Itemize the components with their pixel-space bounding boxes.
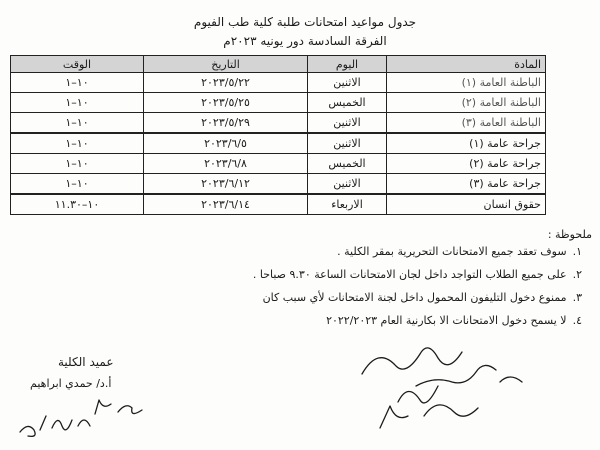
cell-day: الاثنين xyxy=(308,174,387,195)
document-title: جدول مواعيد امتحانات طلبة كلية طب الفيوم xyxy=(193,15,417,29)
document-subtitle: الفرقة السادسة دور يونيه ٢٠٢٣م xyxy=(223,34,387,48)
cell-time: ١٠–١ xyxy=(11,133,144,154)
cell-time: ١٠–١ xyxy=(11,93,144,113)
note-text: سوف تعقد جميع الامتحانات التحريرية بمقر الكلية . xyxy=(337,245,567,258)
cell-day: الاثنين xyxy=(308,113,387,134)
signature-left-scribble xyxy=(20,400,142,436)
cell-date: ٢٠٢٣/٥/٢٢ xyxy=(144,73,308,93)
note-number: ٣. xyxy=(572,291,582,304)
cell-date: ٢٠٢٣/٦/٨ xyxy=(144,154,308,174)
cell-day: الخميس xyxy=(308,154,387,174)
cell-date: ٢٠٢٣/٥/٢٥ xyxy=(144,93,308,113)
note-text: ممنوع دخول التليفون المحمول داخل لجنة الامتحانات لأي سبب كان xyxy=(262,291,567,304)
cell-date: ٢٠٢٣/٦/٥ xyxy=(144,133,308,154)
cell-time: ١٠–١ xyxy=(11,73,144,93)
signature-right-scribble xyxy=(362,348,522,428)
notes-label: ملحوظة : xyxy=(547,228,592,241)
cell-day: الاثنين xyxy=(308,73,387,93)
cell-subject: حقوق انسان xyxy=(387,194,546,215)
cell-time: ١٠–١ xyxy=(11,174,144,195)
cell-subject: جراحة عامة (٢) xyxy=(387,154,546,174)
note-number: ٤. xyxy=(572,314,582,327)
cell-time: ١٠–١ xyxy=(11,113,144,134)
cell-day: الاربعاء xyxy=(308,194,387,215)
note-number: ٢. xyxy=(572,268,582,281)
note-text: لا يسمح دخول الامتحانات الا بكارنية العام ٢٠٢٢/٢٠٢٣ xyxy=(326,314,567,327)
cell-subject: الباطنة العامة (١) xyxy=(387,73,546,93)
cell-subject: جراحة عامة (٣) xyxy=(387,174,546,195)
cell-day: الخميس xyxy=(308,93,387,113)
cell-subject: الباطنة العامة (٣) xyxy=(387,113,546,134)
header-day: اليوم xyxy=(308,56,387,73)
cell-date: ٢٠٢٣/٦/١٢ xyxy=(144,174,308,195)
cell-day: الاثنين xyxy=(308,133,387,154)
cell-subject: الباطنة العامة (٢) xyxy=(387,93,546,113)
dean-title: عميد الكلية xyxy=(58,355,114,369)
cell-time: ١٠–١١.٣٠ xyxy=(11,194,144,215)
cell-date: ٢٠٢٣/٥/٢٩ xyxy=(144,113,308,134)
header-time: الوقت xyxy=(11,56,144,73)
note-number: ١. xyxy=(572,245,582,258)
cell-time: ١٠–١ xyxy=(11,154,144,174)
dean-name: أ.د/ حمدي ابراهيم xyxy=(30,377,112,390)
cell-date: ٢٠٢٣/٦/١٤ xyxy=(144,194,308,215)
cell-subject: جراحة عامة (١) xyxy=(387,133,546,154)
header-date: التاريخ xyxy=(144,56,308,73)
note-text: على جميع الطلاب التواجد داخل لجان الامتحانات الساعة ٩.٣٠ صباحا . xyxy=(252,268,567,281)
header-subject: المادة xyxy=(387,56,546,73)
